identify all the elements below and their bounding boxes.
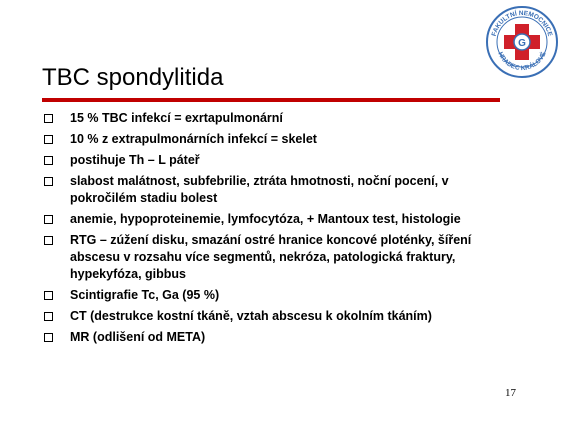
square-bullet-icon xyxy=(44,236,53,245)
svg-text:G: G xyxy=(518,38,526,49)
svg-text:FAKULTNÍ NEMOCNICE: FAKULTNÍ NEMOCNICE xyxy=(490,9,554,38)
list-item: RTG – zúžení disku, smazání ostré hranice koncové ploténky, šíření abscesu v rozsahu více segmentů, nekróza, patologická fraktury, hypekyfóza, gibbus xyxy=(44,232,514,283)
page-number: 17 xyxy=(505,387,516,399)
square-bullet-icon xyxy=(44,177,53,186)
list-item: anemie, hypoproteinemie, lymfocytóza, + Mantoux test, histologie xyxy=(44,211,514,228)
list-item: MR (odlišení od META) xyxy=(44,329,514,346)
list-item: Scintigrafie Tc, Ga (95 %) xyxy=(44,287,514,304)
list-item: CT (destrukce kostní tkáně, vztah abscesu k okolním tkáním) xyxy=(44,308,514,325)
list-item: 15 % TBC infekcí = exrtapulmonární xyxy=(44,110,514,127)
square-bullet-icon xyxy=(44,156,53,165)
square-bullet-icon xyxy=(44,114,53,123)
square-bullet-icon xyxy=(44,312,53,321)
hospital-logo-icon xyxy=(485,5,559,79)
title-underline xyxy=(42,98,500,102)
slide-title: TBC spondylitida xyxy=(42,64,224,91)
square-bullet-icon xyxy=(44,215,53,224)
list-item: slabost malátnost, subfebrilie, ztráta hmotnosti, noční pocení, v pokročilém stadiu bolest xyxy=(44,173,514,207)
square-bullet-icon xyxy=(44,291,53,300)
svg-text:HRADEC KRÁLOVÉ: HRADEC KRÁLOVÉ xyxy=(496,51,548,73)
list-item: 10 % z extrapulmonárních infekcí = skelet xyxy=(44,131,514,148)
bullet-list xyxy=(44,110,514,350)
square-bullet-icon xyxy=(44,135,53,144)
square-bullet-icon xyxy=(44,333,53,342)
list-item: postihuje Th – L páteř xyxy=(44,152,514,169)
